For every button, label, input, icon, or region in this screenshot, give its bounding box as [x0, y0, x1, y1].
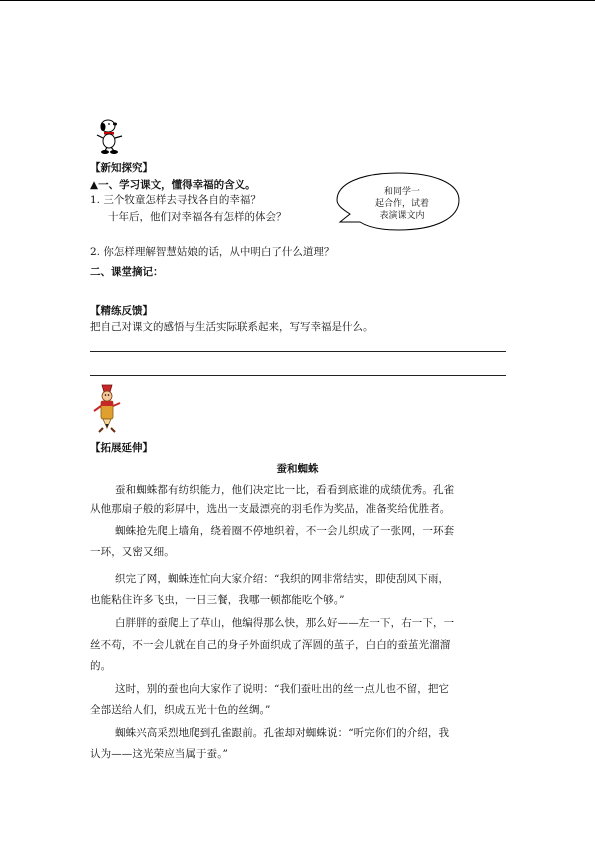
story-line: 蜘蛛兴高采烈地爬到孔雀跟前。孔雀却对蜘蛛说：“听完你们的介绍，我 — [115, 727, 450, 739]
story-line: 也能粘住许多飞虫，一日三餐，我哪一顿都能吃个够。” — [90, 594, 345, 606]
story-line: 认为——这光荣应当属于蚕。” — [90, 748, 229, 760]
page-top-border — [0, 0, 595, 1]
story-line: 一环，又密又细。 — [90, 546, 175, 558]
story-line: 丝不苟，不一会儿就在自己的身子外面织成了浑圆的茧子，白白的蚕茧光溜溜 — [90, 639, 451, 651]
section-new-knowledge: 【新知探究】 — [90, 162, 153, 174]
story-line: 织完了网，蜘蛛连忙向大家介绍：“我织的网非常结实，即使刮风下雨， — [115, 573, 450, 585]
story-line: 蚕和蜘蛛都有纺织能力，他们决定比一比，看看到底谁的成绩优秀。孔雀 — [115, 484, 455, 496]
story-line: 蜘蛛抢先爬上墙角，绕着圈不停地织着，不一会儿织成了一张网，一环套 — [115, 525, 455, 537]
story-title: 蚕和蜘蛛 — [276, 463, 319, 475]
task1-heading: ▲一、学习课文，懂得幸福的含义。 — [90, 179, 256, 191]
story-line: 的。 — [90, 660, 112, 672]
question-1-line-2: 十年后，他们对幸福各有怎样的体会？ — [108, 211, 287, 223]
bubble-line-3: 表演课文内 — [379, 211, 425, 221]
pencil-character-icon — [90, 382, 124, 434]
question-1-line-1: 1. 三个牧童怎样去寻找各自的幸福？ — [90, 194, 261, 206]
bubble-line-1: 和同学一 — [383, 187, 420, 197]
story-line: 从他那扇子般的彩屏中，选出一支最漂亮的羽毛作为奖品，准备奖给优胜者。 — [90, 503, 451, 515]
question-2: 2. 你怎样理解智慧姑娘的话，从中明白了什么道理？ — [90, 246, 335, 258]
writing-line-1 — [90, 351, 506, 352]
section-feedback: 【精练反馈】 — [90, 305, 153, 317]
writing-line-2 — [90, 375, 506, 376]
story-line: 这时，别的蚕也向大家作了说明：“我们蚕吐出的丝一点儿也不留，把它 — [115, 683, 450, 695]
task2-heading: 二、课堂摘记： — [90, 266, 164, 278]
story-line: 白胖胖的蚕爬上了草山，他编得那么快，那么好——左一下，右一下，一 — [115, 617, 455, 629]
speech-bubble-text — [362, 186, 442, 222]
story-line: 全部送给人们，织成五光十色的丝绸。” — [90, 704, 271, 716]
bubble-line-2: 起合作，试着 — [374, 199, 429, 209]
snoopy-icon — [94, 116, 126, 158]
section-extension: 【拓展延伸】 — [90, 442, 153, 454]
feedback-prompt: 把自己对课文的感悟与生活实际联系起来，写写幸福是什么。 — [90, 321, 374, 333]
